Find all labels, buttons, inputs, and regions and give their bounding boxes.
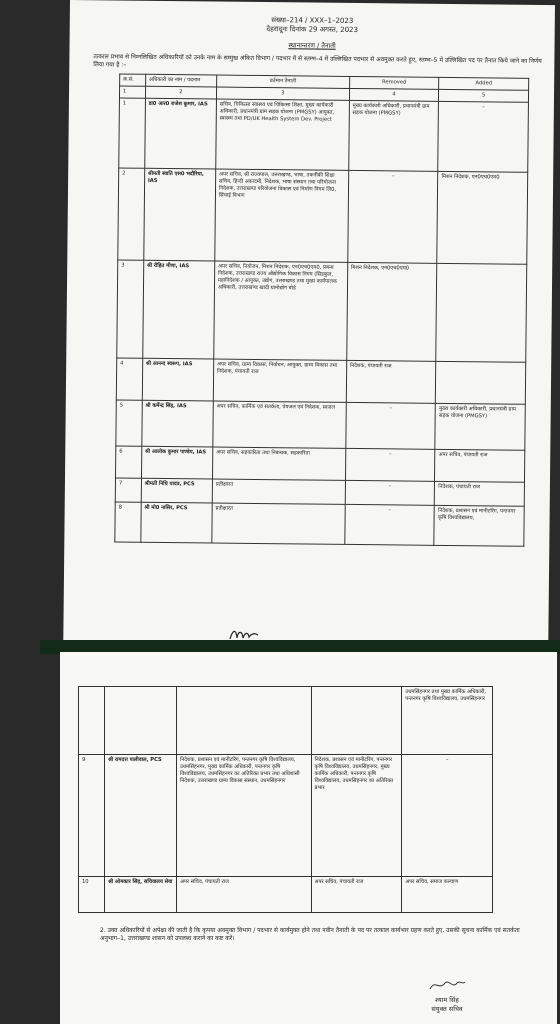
col-number: 5 (439, 89, 529, 102)
cell-sn: 4 (116, 358, 142, 400)
cell-added: निदेशक, प्रशासन एवं मानीटरिंग, पन्तनगर कृषि विश्वविद्यालय, (434, 505, 524, 546)
col-header-added: Added (439, 77, 529, 90)
cell-current: प्रतीक्षारत (212, 479, 345, 504)
cell-removed: मिशन निदेशक, एन0एच0एम0 (346, 262, 437, 361)
cell-name: श्रीमती स्वाति एस0 भदौरिया, IAS (144, 168, 216, 261)
place-date: देहरादूनः दिनांक 29 अगस्त, 2023 (266, 25, 359, 35)
col-number: 1 (119, 86, 145, 98)
table-row (118, 168, 528, 264)
table-row (79, 755, 493, 877)
table-row (116, 400, 525, 450)
cell-current (177, 687, 312, 755)
cell-removed: – (347, 170, 438, 263)
cell-removed: मुख्य कार्यकारी अधिकारी, प्रधानमंत्री ग्राम सड़क योजना (PMGSY) (348, 100, 438, 171)
cell-removed: – (345, 448, 435, 481)
cell-added: – (402, 755, 493, 877)
cell-sn: 5 (116, 400, 142, 446)
table-row (116, 358, 525, 404)
signature-block (427, 977, 467, 1014)
cell-sn: 3 (117, 260, 144, 358)
cell-current: अपर सचिव, सहकारिता तथा निबन्धक, सहकारिता (212, 447, 345, 480)
cell-name: श्री कर्मेन्द्र सिंह, IAS (142, 400, 214, 447)
transfer-table-continued (78, 686, 493, 913)
cell-name: डा0 आर0 राजेश कुमार, IAS (144, 98, 216, 169)
cell-name: श्री रोहित मीणा, IAS (143, 260, 215, 359)
cell-removed: अपर सचिव, पंचायती राज (311, 877, 402, 913)
cell-sn: 6 (115, 446, 141, 478)
cell-current: अपर सचिव, कार्मिक एवं सतर्कता, पेयजल एवं निदेशक, स्वजल (213, 401, 346, 448)
cell-added: – (438, 101, 528, 172)
cell-added: अपर सचिव, पंचायती राज (435, 449, 525, 482)
table-row (79, 877, 493, 913)
cell-sn: 10 (79, 877, 105, 913)
col-header-name: अधिकारी का नाम / पदनाम (145, 74, 216, 87)
cell-current: निदेशक, प्रशासन एवं मानीटरिंग, पन्तनगर कृषि विश्वविद्यालय, उधमसिंहनगर, मुख्य कार्मिक अधिकारी, पन्तनगर कृषि विश्वविद्यालय, उधमसिंहनगर का अतिरिक्त प्रभार तथा अधिशासी निदेशक, उत्तराखण्ड ग्राम्य विकास संस्थान, उधमसिंहनगर (177, 755, 312, 877)
signature-mark-icon (427, 977, 467, 993)
cell-sn: 8 (115, 502, 141, 542)
instruction-paragraph: 2. उक्त अधिकारियों से अपेक्षा की जाती है कि कृपया अवमुक्त विभाग / पदभार से कार्यमुक्त होने तथा नवीन तैनाती के पद पर तत्काल कार्यभार ग्रहण करते हुए, उसकी सूचना कार्मिक एवं सतर्कता अनुभाग–1, उत्तराखण्ड शासन को उपलब्ध कराने का कष्ट करें। (100, 927, 520, 942)
cell-removed: निदेशक, पंचायती राज (346, 360, 436, 403)
col-number: 2 (145, 86, 216, 99)
table-row (79, 687, 493, 755)
cell-added (436, 361, 526, 404)
col-number: 3 (216, 87, 349, 100)
table-row (119, 98, 529, 172)
cell-removed: निदेशक, प्रशासन एवं मानीटरिंग, पन्तनगर कृषि विश्वविद्यालय, उधमसिंहनगर, मुख्य कार्मिक अधिकारी, पन्तनगर कृषि विश्वविद्यालय, उधमसिंहनगर का अतिरिक्त प्रभार (311, 755, 402, 877)
cell-added: निदेशक, पंचायती राज (435, 481, 525, 506)
cell-added: अपर सचिव, समाज कल्याण (402, 877, 493, 913)
cell-sn: 7 (115, 478, 141, 502)
cell-current: प्रतीक्षारत (212, 503, 345, 544)
table-row (115, 502, 524, 546)
cell-sn: 1 (119, 98, 145, 168)
cell-removed (311, 687, 402, 755)
signatory-designation: संयुक्त सचिव (431, 1005, 463, 1013)
cell-sn: 9 (79, 755, 105, 877)
page-two (60, 652, 557, 1024)
cell-added (436, 263, 527, 362)
cell-name: श्री आनन्द स्वरूप, IAS (142, 358, 214, 401)
cell-name: श्री आलोक कुमार पाण्डेय, IAS (141, 446, 212, 479)
signatory-name: श्याम सिंह (435, 996, 459, 1004)
cell-added: मुख्य कार्यकारी अधिकारी, प्रधानमंत्री ग्राम सड़क योजना (PMGSY) (435, 403, 525, 450)
table-row (115, 446, 524, 482)
cell-name: श्रीमती निधि यादव, PCS (141, 478, 212, 503)
col-header-sn: क्र.सं. (120, 74, 146, 86)
cell-current: सचिव, चिकित्सा स्वास्थ्य एवं चिकित्सा शिक्षा, मुख्य कार्यकारी अधिकारी, प्रधानमंत्री ग्राम सड़क योजना (PMGSY) आयुक्त, स्वास्थ्य तथा PD/UK Health System Dev. Project (216, 99, 350, 170)
cell-added: मिशन निदेशक, एन0एच0एम0 (437, 171, 528, 264)
cell-name: श्री ओमकार सिंह, सचिवालय सेवा (105, 877, 177, 913)
cell-added: उधमसिंहनगर तथा मुख्य कार्मिक अधिकारी, पन्तनगर कृषि विश्वविद्यालय, उधमसिंहनगर (402, 687, 493, 755)
subject-heading: स्थानान्तरण / तैनाती (288, 41, 336, 50)
order-number: संख्या–214 / XXX–1–2023 (271, 16, 354, 25)
cell-current: अपर सचिव, श्री राज्यपाल, उत्तराखण्ड, भाषा, तकनीकी शिक्षा सचिव, हिन्दी अकादमी, निदेशक, भाषा संस्थान तथा परियोजना निदेशक, उत्तराखण्ड परियोजना विकास एवं निर्माण निगम लि0, सिंचाई विभाग (215, 169, 349, 262)
cell-sn (79, 687, 105, 755)
intro-paragraph: तत्काल प्रभाव से निम्नलिखित अधिकारियों को उनके नाम के सम्मुख अंकित विभाग / पदभार में से स्तम्भ–4 में उल्लिखित पदभार से अवमुक्त करते हुए, स्तम्भ–5 में उल्लिखित पद पर तैनात किये जाने का निर्णय लिया गया है :– (93, 53, 542, 69)
col-number: 4 (349, 88, 439, 101)
cell-name: श्री मो0 नासिर, PCS (141, 502, 212, 543)
initials-mark (228, 627, 260, 644)
cell-current: अपर सचिव, नियोजन, मिशन निदेशक, एन0एच0एम0, प्रबन्ध निदेशक, उत्तराखण्ड राज्य औद्योगिक विकास निगम (सिडकुल, महानिदेशक / आयुक्त, उद्योग, उत्तराखण्ड तथा मुख्य कार्यपालक अधिकारी, उत्तराखण्ड खादी ग्रामोद्योग बोर्ड (214, 261, 348, 360)
table-row (117, 260, 527, 362)
cell-sn: 2 (118, 168, 145, 260)
cell-name: श्री रामदत्त पालीवाल, PCS (105, 755, 177, 877)
cell-removed: – (345, 480, 435, 505)
cell-current: अपर सचिव, पंचायती राज (177, 877, 312, 913)
page-one (63, 0, 555, 650)
col-header-removed: Removed (349, 76, 439, 89)
cell-name (105, 687, 177, 755)
cell-removed: – (346, 402, 436, 449)
cell-current: अपर सचिव, ग्राम्य विकास, निर्वाचन, आयुक्त, ग्राम्य विकास तथा निदेशक, पंचायती राज (213, 359, 346, 402)
col-header-current: वर्तमान तैनाती (216, 75, 349, 88)
transfer-table (114, 74, 529, 547)
cell-removed: – (345, 504, 435, 545)
